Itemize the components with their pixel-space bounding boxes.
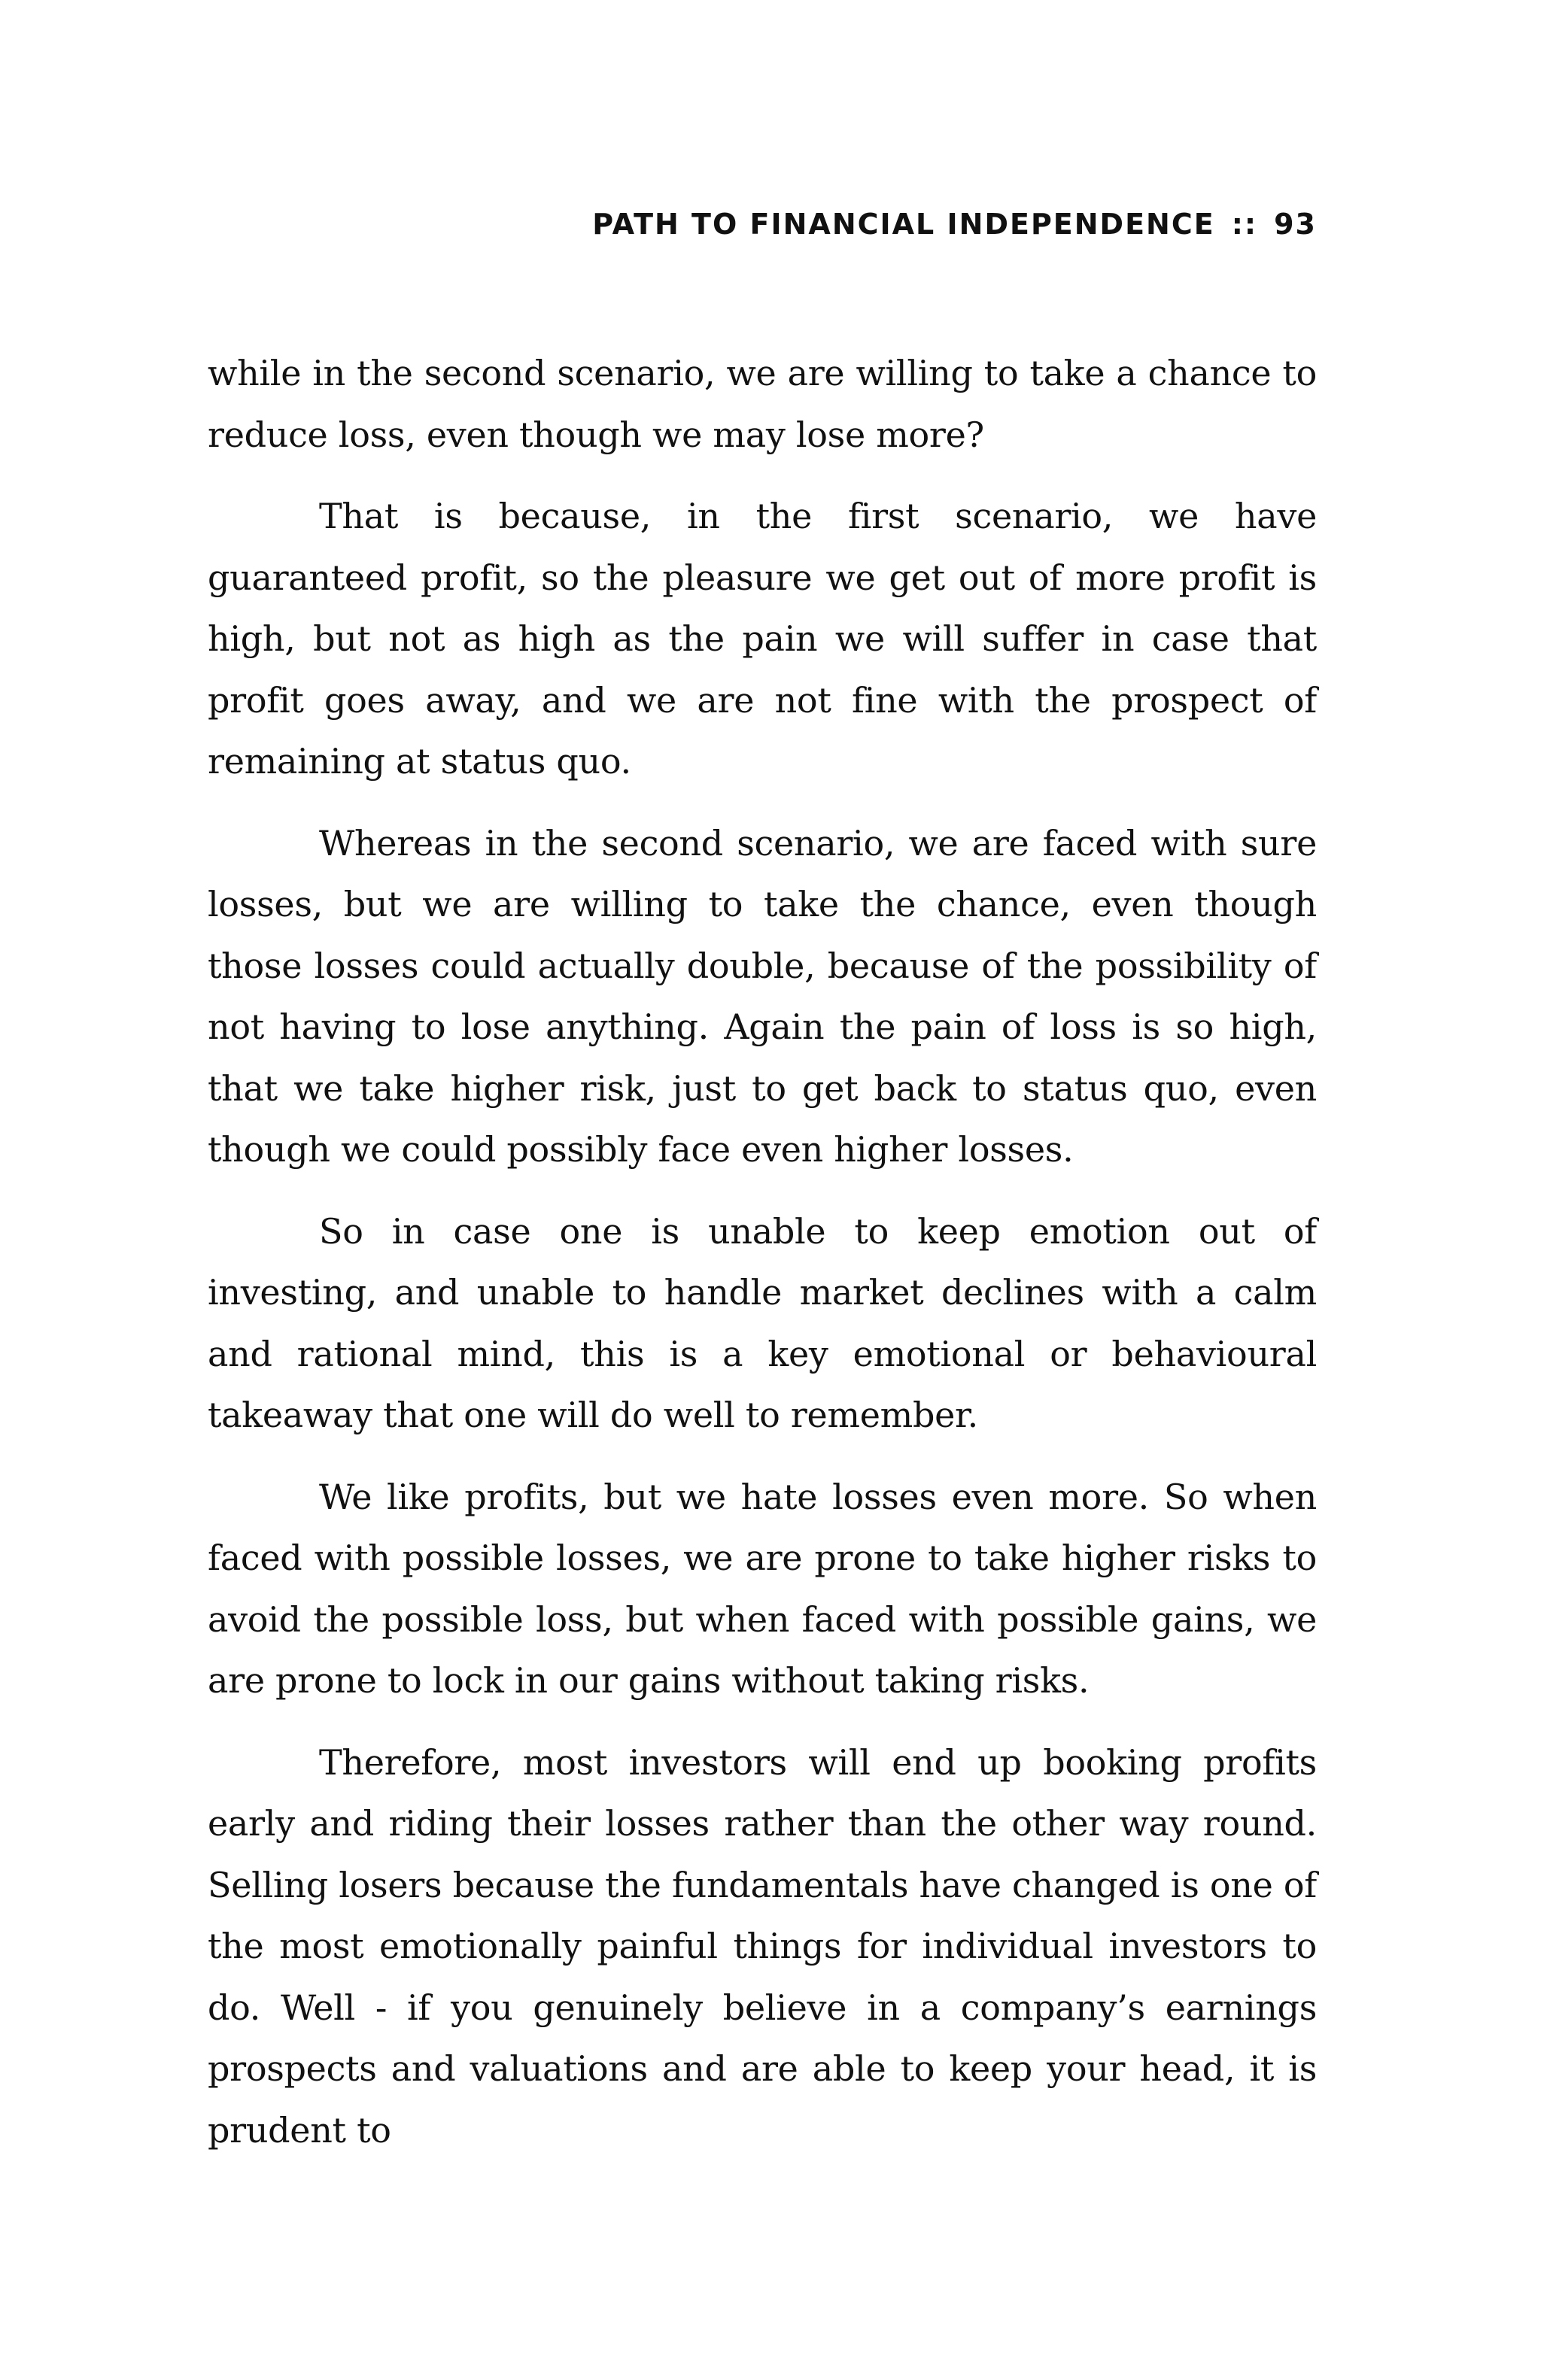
paragraph-continued: while in the second scenario, we are willing to take a chance to reduce loss, even though we may lose more? xyxy=(208,353,1317,455)
running-header-separator: :: xyxy=(1231,208,1258,241)
paragraph: That is because, in the first scenario, we have guaranteed profit, so the pleasure we get out of more profit is high, but not as high as the pain we will suffer in case that profit goes away, and we are not fine with the prospect of remaining at status quo. xyxy=(208,496,1317,782)
running-header-title: PATH TO FINANCIAL INDEPENDENCE xyxy=(592,208,1215,241)
paragraph: We like profits, but we hate losses even more. So when faced with possible losses, we are prone to take higher risks to avoid the possible loss, but when faced with possible gains, we are prone to lock in our gains without taking risks. xyxy=(208,1476,1317,1701)
running-header xyxy=(208,202,1317,247)
paragraph: Therefore, most investors will end up booking profits early and riding their losses rather than the other way round. Selling losers because the fundamentals have changed is one of the most emotionally painful things for individual investors to do. Well - if you genuinely believe in a company’s earnings prospects and valuations and are able to keep your head, it is prudent to xyxy=(208,1741,1317,2151)
page-number: 93 xyxy=(1274,208,1317,241)
page-body xyxy=(208,343,1317,2181)
paragraph: So in case one is unable to keep emotion out of investing, and unable to handle market declines with a calm and rational mind, this is a key emotional or behavioural takeaway that one will do well to remember. xyxy=(208,1210,1317,1435)
paragraph: Whereas in the second scenario, we are faced with sure losses, but we are willing to take the chance, even though those losses could actually double, because of the possibility of not having to lose anything. Again the pain of loss is so high, that we take higher risk, just to get back to status quo, even though we could possibly face even higher losses. xyxy=(208,822,1317,1170)
